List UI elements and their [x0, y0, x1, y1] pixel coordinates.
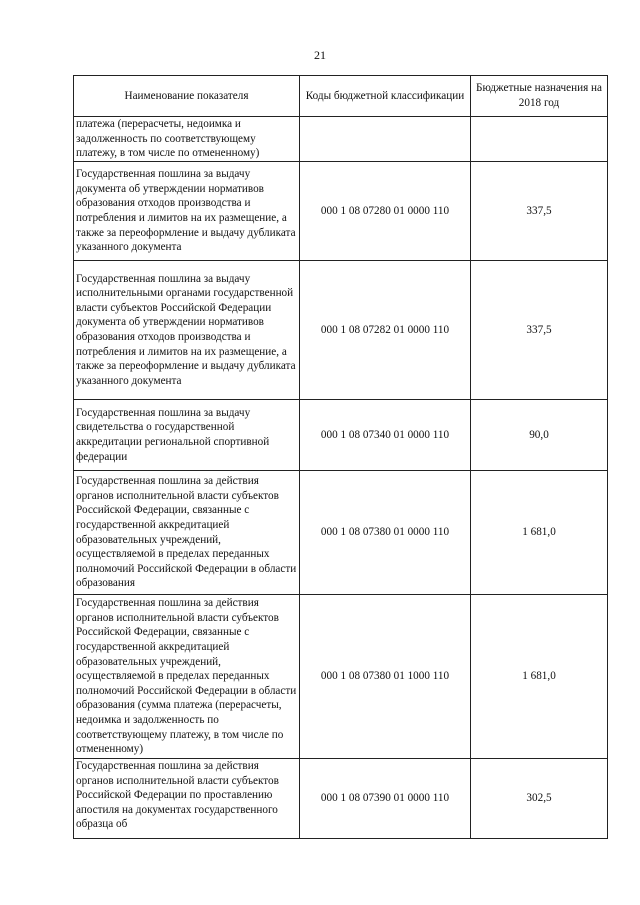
row-name: Государственная пошлина за выдачу свидетельства о государственной аккредитации региональной спортивной федерации [74, 400, 300, 471]
row-amount [471, 117, 608, 162]
row-name: Государственная пошлина за выдачу исполнительными органами государственной власти субъектов Российской Федерации документа об утверждении нормативов образования отходов производства и потребления и лимитов на их размещение, а также за переоформление и выдачу дубликата указанного документа [74, 261, 300, 400]
row-name: Государственная пошлина за действия органов исполнительной власти субъектов Российской Федерации, связанные с государственной аккредитацией образовательных учреждений, осуществляемой в пределах переданных полномочий Российской Федерации в области образования (сумма платежа (перерасчеты, недоимка и задолженность по соответствующему платежу, в том числе по отмененному) [74, 595, 300, 759]
table-row [74, 400, 608, 471]
row-name: платежа (перерасчеты, недоимка и задолженность по соответствующему платежу, в том числе по отмененному) [74, 117, 300, 162]
row-code: 000 1 08 07340 01 0000 110 [300, 400, 471, 471]
table-row [74, 162, 608, 261]
row-amount: 1 681,0 [471, 595, 608, 759]
row-code: 000 1 08 07380 01 1000 110 [300, 595, 471, 759]
header-amount: Бюджетные назначения на 2018 год [471, 76, 608, 117]
row-code: 000 1 08 07390 01 0000 110 [300, 759, 471, 839]
row-name: Государственная пошлина за выдачу документа об утверждении нормативов образования отходов производства и потребления и лимитов на их размещение, а также за переоформление и выдачу дубликата указанного документа [74, 162, 300, 261]
row-name: Государственная пошлина за действия органов исполнительной власти субъектов Российской Федерации, связанные с государственной аккредитацией образовательных учреждений, осуществляемой в пределах переданных полномочий Российской Федерации в области образования [74, 471, 300, 595]
table-row [74, 471, 608, 595]
row-amount: 302,5 [471, 759, 608, 839]
row-code [300, 117, 471, 162]
row-code: 000 1 08 07282 01 0000 110 [300, 261, 471, 400]
table-row [74, 759, 608, 839]
table-row [74, 261, 608, 400]
header-code: Коды бюджетной классификации [300, 76, 471, 117]
page-number: 21 [314, 48, 326, 62]
row-amount: 1 681,0 [471, 471, 608, 595]
table-row [74, 117, 608, 162]
row-name: Государственная пошлина за действия органов исполнительной власти субъектов Российской Федерации по проставлению апостиля на документах государственного образца об [74, 759, 300, 839]
budget-table [73, 75, 608, 839]
table-header-row [74, 76, 608, 117]
row-amount: 337,5 [471, 261, 608, 400]
row-amount: 337,5 [471, 162, 608, 261]
row-amount: 90,0 [471, 400, 608, 471]
table-row [74, 595, 608, 759]
row-code: 000 1 08 07280 01 0000 110 [300, 162, 471, 261]
row-code: 000 1 08 07380 01 0000 110 [300, 471, 471, 595]
header-name: Наименование показателя [74, 76, 300, 117]
